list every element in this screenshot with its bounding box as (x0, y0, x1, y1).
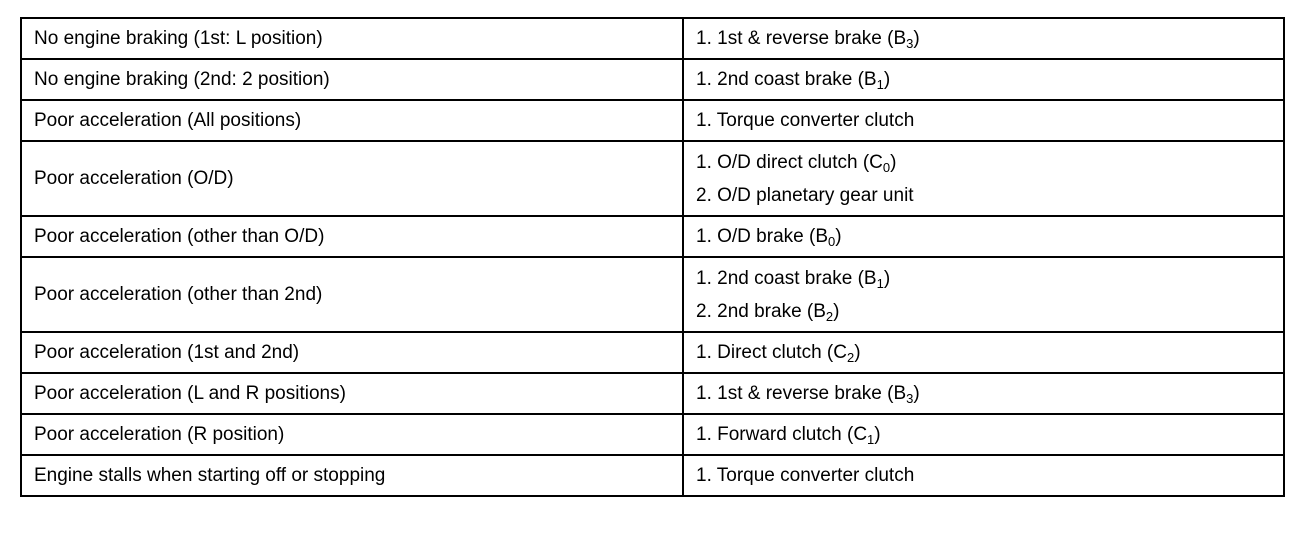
cause-text: 1. Torque converter clutch (696, 110, 915, 131)
table-row (21, 373, 1284, 414)
symptom-cell: Poor acceleration (L and R positions) (21, 373, 683, 414)
cause-cell (683, 100, 1284, 141)
cause-tail: ) (833, 300, 840, 322)
cause-item (696, 63, 1271, 96)
cause-cell (683, 18, 1284, 59)
cause-tail: ) (913, 383, 920, 404)
table-row (21, 100, 1284, 141)
component-subscript: 1 (876, 275, 884, 291)
cause-text: 1. O/D brake (B (696, 226, 828, 247)
cause-cell (683, 59, 1284, 100)
cause-text: 1. 1st & reverse brake (B (696, 28, 907, 49)
cause-cell (683, 141, 1284, 216)
symptom-cell: Poor acceleration (All positions) (21, 100, 683, 141)
cause-cell (683, 332, 1284, 373)
cause-tail: ) (890, 151, 897, 173)
cause-cell (683, 373, 1284, 414)
symptom-cell: Poor acceleration (R position) (21, 414, 683, 455)
cause-tail: ) (874, 424, 881, 445)
component-subscript: 3 (906, 391, 914, 406)
cause-item (696, 459, 1271, 492)
cause-item (696, 179, 1271, 212)
cause-text: 1. Torque converter clutch (696, 465, 915, 486)
cause-item (696, 336, 1271, 369)
cause-text: 1. O/D direct clutch (C (696, 151, 883, 173)
component-subscript: 2 (825, 308, 834, 324)
cause-item (696, 22, 1271, 55)
table-row (21, 414, 1284, 455)
table-row (21, 216, 1284, 257)
table-row (21, 332, 1284, 373)
table-row (21, 257, 1284, 332)
component-subscript: 0 (828, 234, 836, 249)
table-row (21, 455, 1284, 496)
cause-cell (683, 414, 1284, 455)
component-subscript: 1 (867, 432, 875, 447)
table-row (21, 141, 1284, 216)
cause-text: 1. Forward clutch (C (696, 424, 868, 445)
symptom-cell: Poor acceleration (O/D) (21, 141, 683, 216)
symptom-cell: No engine braking (1st: L position) (21, 18, 683, 59)
cause-tail: ) (835, 226, 842, 247)
cause-text: 1. 1st & reverse brake (B (696, 383, 907, 404)
component-subscript: 0 (882, 159, 891, 175)
cause-cell (683, 216, 1284, 257)
cause-tail: ) (854, 342, 861, 363)
component-subscript: 1 (876, 77, 884, 92)
cause-cell (683, 455, 1284, 496)
cause-item (696, 295, 1271, 328)
cause-text: 1. 2nd coast brake (B (696, 267, 877, 289)
symptom-cell: Poor acceleration (other than 2nd) (21, 257, 683, 332)
cause-item (696, 418, 1271, 451)
symptom-cell: Poor acceleration (other than O/D) (21, 216, 683, 257)
troubleshooting-table (20, 17, 1285, 497)
cause-text: 1. 2nd coast brake (B (696, 69, 877, 90)
cause-tail: ) (913, 28, 920, 49)
table-row (21, 18, 1284, 59)
symptom-cell: Poor acceleration (1st and 2nd) (21, 332, 683, 373)
symptom-cell: No engine braking (2nd: 2 position) (21, 59, 683, 100)
table-row (21, 59, 1284, 100)
cause-item (696, 104, 1271, 137)
cause-item (696, 220, 1271, 253)
cause-tail: ) (883, 267, 891, 289)
cause-text: 1. Direct clutch (C (696, 342, 847, 363)
cause-item (696, 262, 1271, 295)
cause-text: 2. 2nd brake (B (696, 300, 826, 322)
cause-cell (683, 257, 1284, 332)
cause-text: 2. O/D planetary gear unit (696, 184, 914, 206)
cause-item (696, 146, 1271, 179)
cause-tail: ) (883, 69, 891, 90)
component-subscript: 3 (906, 36, 914, 51)
cause-item (696, 377, 1271, 410)
component-subscript: 2 (846, 350, 855, 365)
symptom-cell: Engine stalls when starting off or stopping (21, 455, 683, 496)
